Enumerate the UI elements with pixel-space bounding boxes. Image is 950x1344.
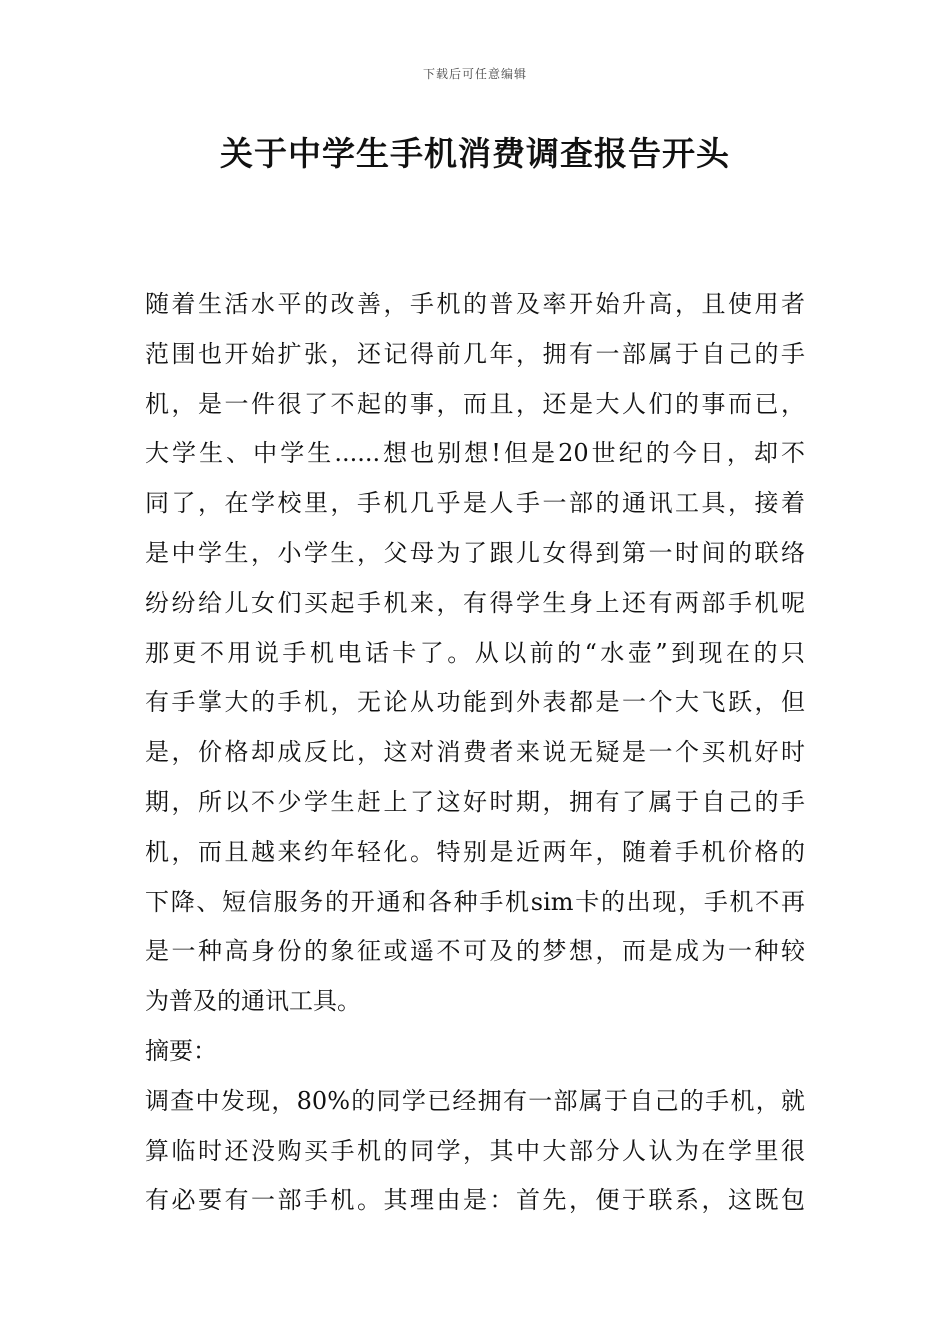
text-line: 为普及的通讯工具。 [145, 987, 361, 1016]
text-line: 那更不用说手机电话卡了。从以前的“水壶”到现在的只 [145, 638, 805, 667]
document-title: 关于中学生手机消费调查报告开头 [220, 134, 730, 173]
text-line: 同了，在学校里，手机几乎是人手一部的通讯工具，接着 [145, 489, 805, 518]
text-line: 有必要有一部手机。其理由是：首先，便于联系，这既包 [145, 1186, 805, 1215]
text-line: 下降、短信服务的开通和各种手机sim卡的出现，手机不再 [145, 887, 805, 916]
text-line: 有手掌大的手机，无论从功能到外表都是一个大飞跃，但 [145, 688, 805, 717]
header-note: 下载后可任意编辑 [422, 67, 527, 81]
abstract-heading [145, 1027, 805, 1077]
text-line: 随着生活水平的改善，手机的普及率开始升高，且使用者 [145, 290, 805, 318]
text-line: 是中学生，小学生，父母为了跟儿女得到第一时间的联络 [145, 538, 805, 567]
text-line: 调查中发现，80%的同学已经拥有一部属于自己的手机，就 [145, 1086, 805, 1115]
text-line: 摘要： [145, 1036, 217, 1065]
text-line: 期，所以不少学生赶上了这好时期，拥有了属于自己的手 [145, 787, 805, 816]
text-line: 机，是一件很了不起的事，而且，还是大人们的事而已， [145, 389, 805, 418]
text-line: 范围也开始扩张，还记得前几年，拥有一部属于自己的手 [145, 339, 805, 368]
paragraph-intro [145, 280, 805, 1027]
text-line: 是一种高身份的象征或遥不可及的梦想，而是成为一种较 [145, 937, 805, 966]
text-line: 算临时还没购买手机的同学，其中大部分人认为在学里很 [145, 1136, 805, 1165]
text-line: 是，价格却成反比，这对消费者来说无疑是一个买机好时 [145, 738, 805, 767]
document-body [145, 280, 805, 1226]
text-line: 纷纷给儿女们买起手机来，有得学生身上还有两部手机呢 [145, 588, 805, 617]
text-line: 机，而且越来约年轻化。特别是近两年，随着手机价格的 [145, 837, 805, 866]
text-line: 大学生、中学生......想也别想!但是20世纪的今日，却不 [145, 439, 805, 468]
paragraph-abstract [145, 1077, 805, 1226]
